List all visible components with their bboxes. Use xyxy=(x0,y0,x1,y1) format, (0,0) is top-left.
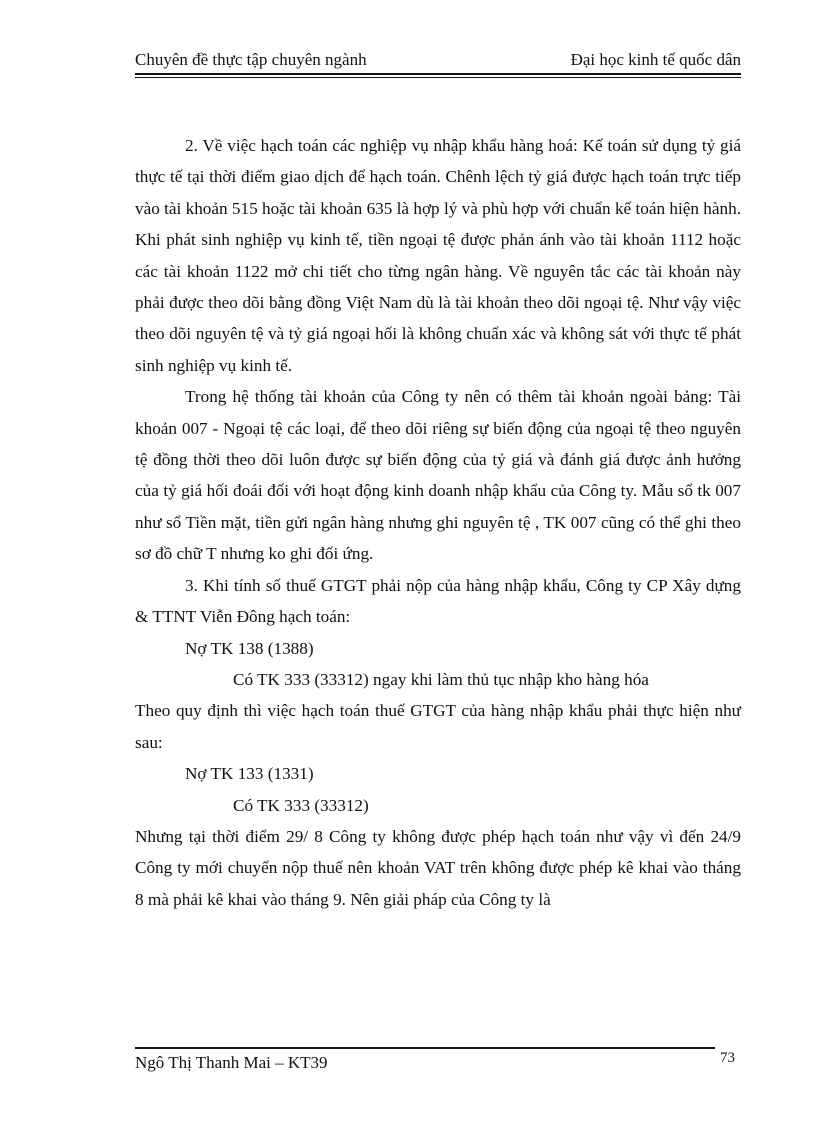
footer-divider xyxy=(135,1047,715,1049)
paragraph-regulation: Theo quy định thì việc hạch toán thuế GTGT của hàng nhập khẩu phải thực hiện như sau: xyxy=(135,701,741,752)
header-left-title: Chuyên đề thực tập chuyên ngành xyxy=(135,50,367,69)
paragraph-account-007: Trong hệ thống tài khoản của Công ty nên có thêm tài khoản ngoài bảng: Tài khoản 007 - Ngoại tệ các loại, để theo dõi riêng sự biến động của ngoại tệ theo nguyên tệ đồng thời theo dõi luôn được sự biến động của tỷ giá và đánh giá được ảnh hưởng của tỷ giá hối đoái đối với hoạt động kinh doanh nhập khẩu của Công ty. Mẫu sổ tk 007 như sổ Tiền mặt, tiền gửi ngân hàng nhưng ghi nguyên tệ , TK 007 cũng có thể ghi theo sơ đồ chữ T nhưng ko ghi đối ứng. xyxy=(135,387,741,564)
header-right-title: Đại học kinh tế quốc dân xyxy=(570,50,741,69)
page-header xyxy=(135,48,741,74)
paragraph-conclusion: Nhưng tại thời điểm 29/ 8 Công ty không được phép hạch toán như vậy vì đến 24/9 Công ty mới chuyển nộp thuế nên khoản VAT trên không được phép kê khai vào tháng 8 mà phải kê khai vào tháng 9. Nên giải pháp của Công ty là xyxy=(135,826,741,909)
footer-author: Ngô Thị Thanh Mai – KT39 xyxy=(135,1053,328,1072)
paragraph-exchange-rate: 2. Về việc hạch toán các nghiệp vụ nhập khẩu hàng hoá: Kế toán sử dụng tỷ giá thực tế tại thời điểm giao dịch để hạch toán. Chênh lệch tỷ giá được hạch toán trực tiếp vào tài khoản 515 hoặc tài khoản 635 là hợp lý và phù hợp với chuẩn kế toán hiện hành. Khi phát sinh nghiệp vụ kinh tế, tiền ngoại tệ được phản ánh vào tài khoản 1112 hoặc các tài khoản 1122 mở chi tiết cho từng ngân hàng. Về nguyên tắc các tài khoản này phải được theo dõi bằng đồng Việt Nam dù là tài khoản theo dõi ngoại tệ. Như vậy việc theo dõi nguyên tệ và tỷ giá ngoại hối là không chuẩn xác và không sát với thực tế phát sinh nghiệp vụ kinh tế. xyxy=(135,136,741,375)
journal-debit-1: Nợ TK 138 (1388) xyxy=(185,638,314,658)
page-number: 73 xyxy=(720,1050,735,1066)
document-body xyxy=(135,130,741,915)
header-divider xyxy=(135,73,741,78)
paragraph-vat-import: 3. Khi tính số thuế GTGT phải nộp của hàng nhập khẩu, Công ty CP Xây dựng & TTNT Viễn Đông hạch toán: xyxy=(135,575,741,627)
journal-credit-1: Có TK 333 (33312) ngay khi làm thủ tục nhập kho hàng hóa xyxy=(233,669,649,689)
journal-credit-2: Có TK 333 (33312) xyxy=(233,795,369,815)
journal-debit-2: Nợ TK 133 (1331) xyxy=(185,764,314,784)
